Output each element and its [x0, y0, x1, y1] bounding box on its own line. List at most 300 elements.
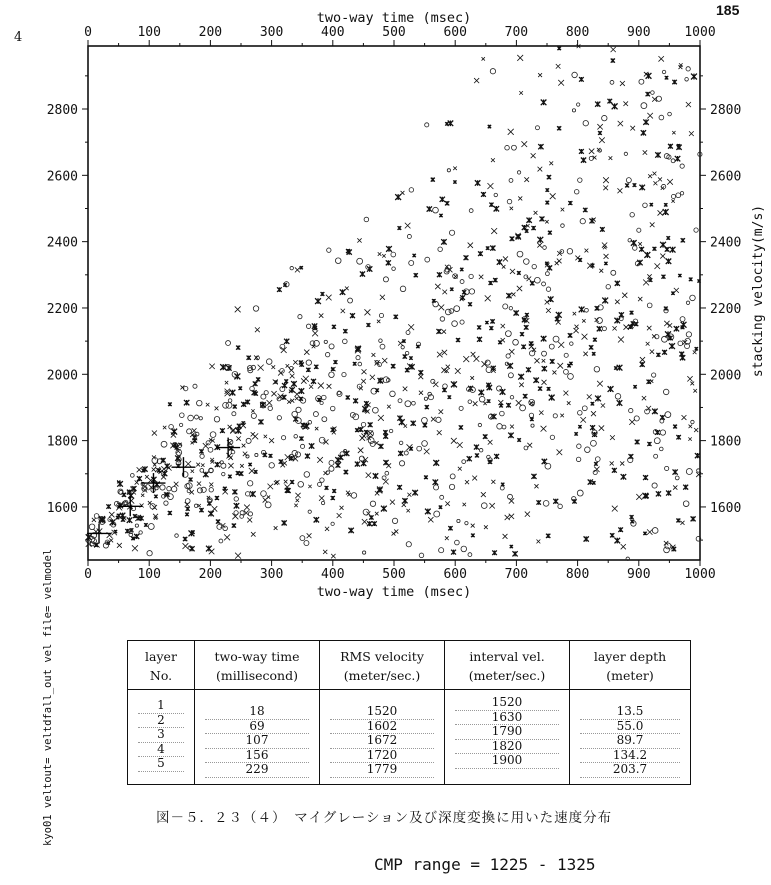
rms-cell: 1602: [330, 720, 434, 735]
scatter-point: [670, 247, 676, 253]
scatter-point: [314, 517, 319, 522]
scatter-point: [479, 448, 483, 452]
scatter-point: [228, 463, 233, 468]
scatter-point: [226, 402, 232, 408]
scatter-point: [510, 545, 513, 548]
scatter-point: [662, 70, 665, 73]
scatter-point: [630, 126, 635, 131]
scatter-point: [630, 213, 634, 217]
scatter-point: [247, 356, 251, 360]
scatter-point: [665, 76, 668, 79]
scatter-point: [600, 227, 605, 232]
scatter-point: [615, 300, 620, 305]
scatter-point: [134, 534, 139, 539]
scatter-point: [640, 357, 645, 362]
scatter-point: [208, 447, 213, 452]
scatter-point: [405, 351, 409, 355]
scatter-point: [511, 145, 516, 150]
scatter-point: [370, 441, 375, 446]
scatter-point: [203, 443, 209, 449]
scatter-point: [290, 399, 294, 403]
interval-cell: 1820: [455, 740, 559, 755]
scatter-point: [499, 404, 503, 408]
scatter-point: [672, 131, 675, 134]
scatter-point: [646, 92, 650, 96]
scatter-point: [169, 424, 174, 429]
scatter-point: [530, 281, 534, 285]
x-tick-label-bottom: 400: [321, 567, 345, 582]
scatter-point: [404, 424, 407, 427]
scatter-point: [625, 183, 629, 187]
scatter-point: [618, 527, 623, 532]
scatter-point: [368, 422, 373, 427]
scatter-point: [553, 336, 559, 342]
scatter-point: [478, 423, 481, 426]
scatter-point: [520, 405, 526, 411]
scatter-point: [392, 267, 396, 271]
scatter-point: [545, 201, 549, 205]
scatter-point: [658, 177, 662, 181]
scatter-point: [223, 402, 229, 408]
scatter-point: [529, 401, 533, 405]
scatter-point: [188, 415, 194, 421]
scatter-point: [485, 321, 488, 324]
scatter-point: [474, 356, 480, 362]
scatter-point: [451, 438, 457, 444]
scatter-point: [587, 394, 592, 399]
scatter-point: [665, 466, 669, 470]
scatter-point: [534, 211, 538, 215]
scatter-point: [424, 475, 428, 479]
scatter-point: [337, 513, 342, 518]
scatter-point: [424, 397, 427, 400]
x-tick-label-bottom: 600: [443, 567, 467, 582]
scatter-point: [481, 503, 487, 509]
scatter-point: [686, 301, 689, 304]
scatter-point: [508, 494, 513, 499]
scatter-point: [184, 400, 189, 405]
scatter-point: [454, 306, 460, 312]
scatter-point: [643, 279, 649, 285]
scatter-point: [517, 286, 522, 291]
scatter-point: [247, 481, 252, 486]
scatter-point: [532, 264, 536, 268]
scatter-point: [291, 381, 297, 387]
scatter-point: [580, 417, 586, 423]
scatter-point: [312, 330, 318, 336]
scatter-point: [589, 156, 593, 160]
scatter-point: [503, 256, 508, 261]
x-tick-label-top: 900: [627, 25, 651, 40]
scatter-point: [290, 266, 293, 269]
scatter-point: [373, 407, 379, 413]
scatter-point: [407, 234, 411, 238]
scatter-point: [526, 367, 531, 372]
scatter-point: [660, 254, 665, 259]
scatter-point: [610, 435, 615, 440]
scatter-point: [322, 417, 327, 422]
scatter-point: [274, 481, 278, 485]
scatter-point: [383, 460, 388, 465]
scatter-point: [688, 437, 691, 440]
scatter-point: [391, 252, 396, 257]
scatter-point: [579, 307, 585, 313]
scatter-point: [686, 469, 692, 475]
scatter-point: [675, 476, 679, 480]
scatter-point: [318, 482, 322, 486]
scatter-point: [648, 174, 652, 178]
scatter-point: [309, 385, 313, 389]
scatter-point: [451, 550, 456, 555]
scatter-point: [618, 337, 624, 343]
scatter-point: [658, 210, 663, 215]
scatter-point: [550, 435, 554, 439]
scatter-point: [232, 523, 236, 527]
scatter-point: [471, 534, 475, 538]
scatter-point: [403, 387, 408, 392]
scatter-point: [542, 282, 546, 286]
scatter-point: [290, 374, 295, 379]
scatter-point: [292, 450, 297, 455]
scatter-point: [526, 218, 531, 223]
scatter-point: [549, 395, 555, 401]
scatter-point: [355, 462, 360, 467]
scatter-point: [397, 485, 402, 490]
x-tick-label-top: 800: [565, 25, 590, 40]
scatter-point: [256, 377, 260, 381]
scatter-point: [646, 342, 650, 346]
scatter-point: [473, 401, 478, 406]
scatter-point: [561, 224, 565, 228]
scatter-point: [431, 178, 435, 182]
scatter-point: [295, 493, 300, 498]
scatter-point: [117, 514, 121, 518]
scatter-point: [524, 325, 529, 330]
scatter-point: [497, 424, 502, 429]
scatter-point: [414, 273, 418, 277]
scatter-point: [668, 144, 673, 149]
scatter-point: [357, 258, 363, 264]
scatter-point: [356, 356, 360, 360]
scatter-point: [152, 431, 157, 436]
scatter-point: [340, 506, 344, 510]
scatter-point: [161, 441, 167, 447]
scatter-point: [306, 324, 310, 328]
scatter-point: [353, 362, 357, 366]
scatter-point: [506, 354, 510, 358]
x-tick-label-top: 1000: [684, 25, 716, 40]
scatter-point: [489, 281, 493, 285]
scatter-point: [523, 259, 529, 265]
scatter-point: [681, 238, 685, 242]
scatter-point: [419, 553, 424, 558]
scatter-point: [676, 435, 680, 439]
scatter-point: [455, 540, 460, 545]
scatter-point: [439, 214, 442, 217]
scatter-point: [325, 486, 329, 490]
scatter-point: [517, 251, 523, 257]
scatter-point: [604, 254, 609, 259]
scatter-point: [360, 435, 365, 440]
scatter-point: [610, 80, 614, 84]
scatter-point: [235, 306, 241, 312]
scatter-point: [398, 341, 403, 346]
scatter-point: [245, 492, 249, 496]
x-axis-title-bottom: two-way time (msec): [316, 584, 472, 600]
scatter-point: [643, 150, 647, 154]
col-rms-velocity: [320, 690, 445, 785]
scatter-point: [572, 109, 575, 112]
scatter-point: [216, 520, 220, 524]
scatter-point: [343, 329, 347, 333]
scatter-point: [654, 454, 658, 458]
scatter-point: [378, 415, 384, 421]
scatter-point: [223, 487, 227, 491]
scatter-point: [647, 529, 652, 534]
scatter-point: [479, 396, 485, 402]
header-two-way-time: two-way time (millisecond): [195, 641, 320, 690]
scatter-point: [435, 284, 440, 289]
scatter-point: [460, 268, 463, 271]
scatter-point: [214, 417, 219, 422]
scatter-point: [92, 518, 96, 522]
scatter-point: [461, 546, 467, 552]
scatter-point: [541, 336, 547, 342]
scatter-point: [295, 397, 299, 401]
scatter-point: [235, 553, 241, 559]
scatter-point: [488, 125, 491, 128]
x-tick-label-bottom: 500: [382, 567, 406, 582]
scatter-point: [226, 341, 231, 346]
scatter-point: [427, 206, 432, 211]
scatter-point: [490, 319, 494, 323]
scatter-point: [538, 387, 542, 391]
scatter-point: [599, 425, 604, 430]
scatter-point: [531, 424, 534, 427]
scatter-point: [666, 259, 672, 265]
scatter-point: [167, 486, 171, 490]
scatter-point: [294, 434, 298, 438]
scatter-point: [530, 417, 534, 421]
scatter-point: [458, 467, 462, 471]
scatter-point: [344, 470, 348, 474]
scatter-point: [529, 413, 533, 417]
scatter-point: [290, 480, 294, 484]
scatter-point: [348, 528, 353, 533]
scatter-point: [597, 148, 600, 151]
scatter-point: [359, 456, 364, 461]
scatter-point: [510, 395, 514, 399]
scatter-point: [631, 240, 637, 246]
scatter-point: [215, 462, 220, 467]
scatter-point: [398, 451, 403, 456]
x-tick-label-bottom: 800: [565, 567, 590, 582]
scatter-point: [655, 430, 660, 435]
y-tick-label-right: 1800: [710, 434, 742, 450]
scatter-point: [543, 246, 547, 250]
scatter-point: [582, 406, 587, 411]
scatter-point: [402, 498, 407, 503]
scatter-point: [377, 320, 380, 323]
scatter-point: [135, 524, 138, 527]
scatter-point: [471, 524, 475, 528]
scatter-point: [296, 407, 301, 412]
scatter-point: [453, 180, 456, 183]
scatter-point: [122, 493, 126, 497]
scatter-point: [691, 420, 694, 423]
scatter-point: [251, 532, 256, 537]
scatter-point: [662, 336, 668, 342]
scatter-point: [649, 278, 653, 282]
scatter-point: [578, 425, 581, 428]
scatter-point: [669, 343, 675, 349]
scatter-point: [520, 332, 524, 336]
scatter-point: [491, 158, 495, 162]
scatter-point: [132, 545, 138, 551]
scatter-point: [281, 347, 287, 353]
scatter-point: [370, 501, 375, 506]
scatter-point: [683, 485, 688, 490]
scatter-point: [383, 430, 387, 434]
scatter-point: [543, 501, 549, 507]
scatter-point: [527, 276, 532, 281]
scatter-point: [171, 486, 176, 491]
scatter-point: [614, 538, 620, 544]
scatter-point: [185, 461, 191, 467]
scatter-point: [433, 207, 439, 213]
scatter-point: [517, 271, 521, 275]
scatter-point: [445, 501, 450, 506]
scatter-point: [299, 388, 305, 394]
page-number: 185: [716, 2, 740, 18]
scatter-point: [378, 363, 382, 367]
time-cell: 107: [205, 734, 309, 749]
scatter-point: [269, 438, 274, 443]
scatter-point: [315, 427, 318, 430]
scatter-point: [638, 297, 642, 301]
scatter-point: [456, 338, 460, 342]
scatter-point: [321, 292, 325, 296]
scatter-point: [439, 505, 442, 508]
scatter-point: [617, 400, 623, 406]
scatter-point: [425, 123, 429, 127]
scatter-point: [280, 369, 285, 374]
scatter-point: [641, 130, 646, 135]
scatter-point: [373, 473, 378, 478]
scatter-point: [209, 488, 213, 492]
scatter-point: [324, 340, 327, 343]
scatter-point: [467, 456, 472, 461]
scatter-point: [232, 489, 237, 494]
scatter-point: [525, 512, 530, 517]
scatter-point: [553, 499, 558, 504]
scatter-point: [542, 380, 547, 385]
scatter-point: [471, 352, 476, 357]
scatter-point: [183, 386, 187, 390]
scatter-point: [676, 518, 680, 522]
scatter-point: [219, 539, 223, 543]
scatter-point: [595, 457, 600, 462]
scatter-point: [436, 417, 441, 422]
scatter-point: [582, 334, 588, 340]
scatter-point: [633, 246, 638, 251]
scatter-point: [189, 478, 193, 482]
scatter-point: [578, 178, 582, 182]
scatter-point: [323, 471, 327, 475]
scatter-point: [558, 504, 563, 509]
scatter-point: [409, 356, 412, 359]
scatter-point: [637, 260, 642, 265]
scatter-point: [620, 81, 625, 86]
scatter-point: [631, 521, 636, 526]
x-tick-label-top: 600: [443, 25, 467, 40]
scatter-point: [541, 426, 547, 432]
scatter-point: [180, 413, 185, 418]
scatter-point: [583, 352, 587, 356]
scatter-point: [662, 350, 667, 355]
scatter-point: [545, 463, 551, 469]
scatter-point: [491, 228, 497, 234]
scatter-point: [642, 396, 646, 400]
scatter-point: [683, 501, 689, 507]
scatter-point: [438, 247, 443, 252]
scatter-point: [560, 414, 564, 418]
scatter-point: [651, 373, 655, 377]
scatter-point: [611, 270, 616, 275]
scatter-point: [581, 158, 586, 163]
scatter-point: [154, 495, 157, 498]
scatter-point: [558, 80, 564, 86]
scatter-point: [360, 271, 365, 276]
scatter-point: [194, 504, 197, 507]
scatter-point: [228, 475, 232, 479]
scatter-point: [517, 55, 523, 61]
scatter-point: [160, 485, 165, 490]
scatter-point: [671, 199, 674, 202]
scatter-point: [344, 451, 349, 456]
col-layer-no: [128, 690, 195, 785]
scatter-point: [380, 344, 385, 349]
scatter-point: [442, 330, 446, 334]
scatter-point: [597, 381, 603, 387]
scatter-point: [535, 126, 539, 130]
scatter-point: [94, 514, 99, 519]
scatter-point: [494, 454, 499, 459]
scatter-point: [518, 196, 522, 200]
scatter-point: [647, 380, 651, 384]
y-tick-label-right: 2800: [710, 103, 742, 119]
scatter-point: [584, 536, 589, 541]
scatter-point: [424, 449, 430, 455]
scatter-point: [448, 526, 452, 530]
scatter-point: [656, 353, 660, 357]
scatter-point: [634, 416, 639, 421]
scatter-points: [86, 44, 702, 560]
scatter-point: [315, 298, 321, 304]
scatter-point: [443, 384, 448, 389]
scatter-point: [557, 363, 563, 369]
scatter-point: [221, 463, 226, 468]
scatter-point: [477, 337, 482, 342]
scatter-point: [547, 387, 551, 391]
scatter-point: [462, 290, 466, 294]
scatter-point: [512, 551, 517, 556]
scatter-point: [367, 521, 372, 526]
scatter-point: [481, 492, 486, 497]
scatter-point: [590, 425, 595, 430]
scatter-point: [549, 161, 553, 165]
scatter-point: [584, 249, 588, 253]
